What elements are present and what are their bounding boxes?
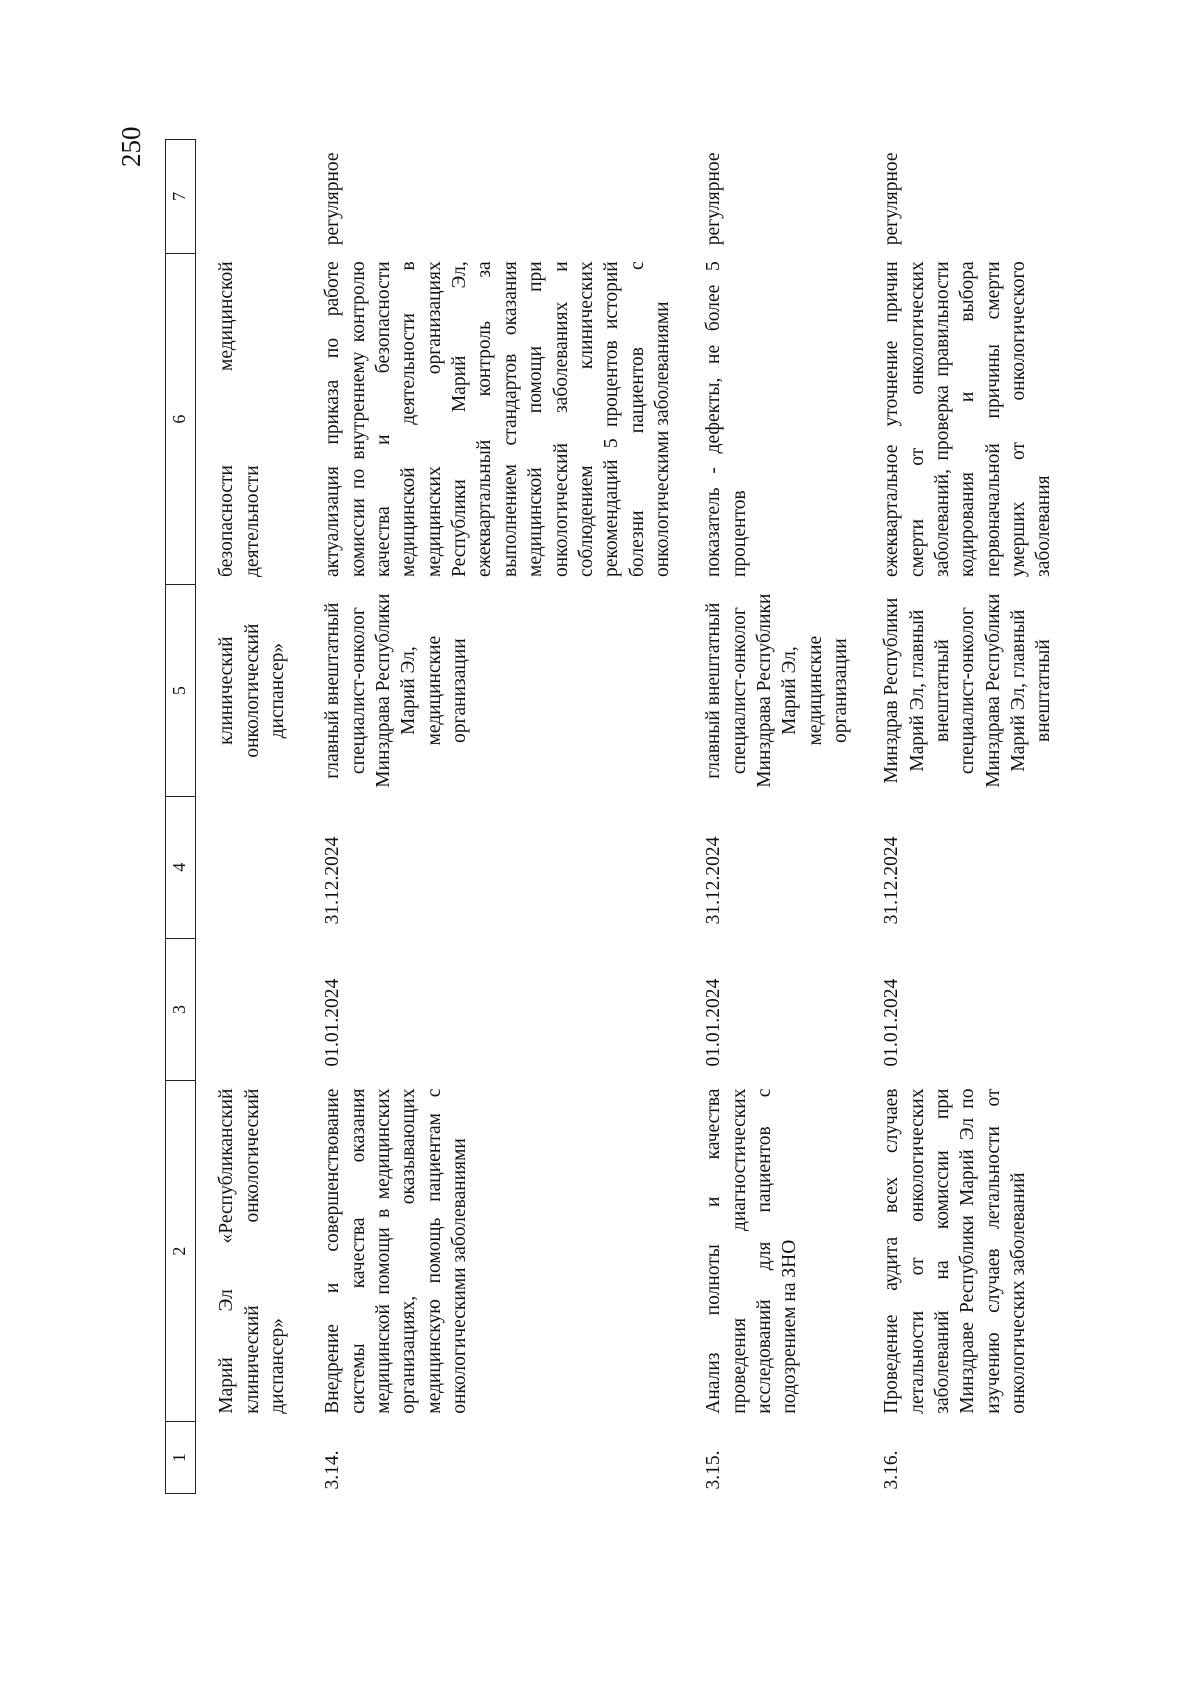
expected-result: актуализация приказа по работе комиссии по внутреннему контролю качества и безопасности медицинской деятельности в медицинских организациях Республики Марий Эл, ежеквартальный контроль за выполнением стандартов оказания медицинской помощи при онкологический заболеваниях и соблюдением клинических рекомендаций 5 процентов историй болезни пациентов с онкологическими заболеваниями <box>322 260 673 577</box>
column-number-row <box>166 139 196 1493</box>
end-date: 31.12.2024 <box>881 836 903 924</box>
column-number: 1 <box>166 1421 196 1493</box>
responsible: Минздрав Республики Марий Эл, главный внештатный специалист-онколог Минздрава Республики Марий Эл, главный внештатный <box>881 593 1055 788</box>
row-number: 3.14. <box>322 1450 344 1489</box>
expected-result: безопасности медицинской деятельности <box>216 260 263 577</box>
responsible: главный внештатный специалист-онколог Минздрава Республики Марий Эл, медицинские организации <box>322 593 471 788</box>
end-date <box>196 796 321 938</box>
event-type: регулярное <box>322 151 344 245</box>
column-number: 7 <box>166 139 196 253</box>
event-name: Проведение аудита всех случаев летальности от онкологических заболеваний на комиссии при Минздраве Республики Марий Эл по изучению случаев летальности от онкологических заболеваний <box>881 1088 1030 1414</box>
event-name: Внедрение и совершенствование системы качества оказания медицинской помощи в медицинских организациях, оказывающих медицинскую помощь пациентам с онкологическими заболеваниями <box>322 1088 471 1414</box>
event-name: Анализ полноты и качества проведения диагностических исследований для пациентов с подозрением на ЗНО <box>703 1088 801 1414</box>
column-number: 5 <box>166 585 196 796</box>
event-type <box>196 139 321 253</box>
plan-table-wrapper <box>165 139 1083 1494</box>
start-date: 01.01.2024 <box>703 978 725 1067</box>
rotated-page <box>100 109 1100 1589</box>
end-date: 31.12.2024 <box>322 836 344 924</box>
event-name: Марий Эл «Республиканский клинический онкологический диспансер» <box>216 1088 289 1414</box>
row-number: 3.16. <box>881 1450 903 1489</box>
responsible: главный внештатный специалист-онколог Минздрава Республики Марий Эл, медицинские организации <box>703 593 851 788</box>
start-date <box>196 938 321 1080</box>
table-row <box>879 139 1082 1493</box>
start-date: 01.01.2024 <box>322 978 344 1067</box>
event-type: регулярное <box>881 151 903 245</box>
start-date: 01.01.2024 <box>881 978 903 1067</box>
event-type: регулярное <box>703 151 725 245</box>
table-row <box>320 139 701 1493</box>
table-row <box>701 139 879 1493</box>
page-number: 250 <box>116 126 146 167</box>
expected-result: ежеквартальное уточнение причин смерти от онкологических заболеваний, проверка правильности кодирования и выбора первоначальной причины смерти умерших от онкологического заболевания <box>881 260 1055 577</box>
responsible: клинический онкологический диспансер» <box>216 623 289 758</box>
plan-table <box>165 139 1083 1494</box>
column-number: 6 <box>166 253 196 585</box>
column-number: 2 <box>166 1080 196 1421</box>
row-number <box>196 1421 321 1493</box>
column-number: 4 <box>166 796 196 938</box>
column-number: 3 <box>166 938 196 1080</box>
table-row <box>196 139 321 1493</box>
row-number: 3.15. <box>703 1450 725 1489</box>
expected-result: показатель - дефекты, не более 5 процентов <box>703 260 750 577</box>
end-date: 31.12.2024 <box>703 836 725 924</box>
